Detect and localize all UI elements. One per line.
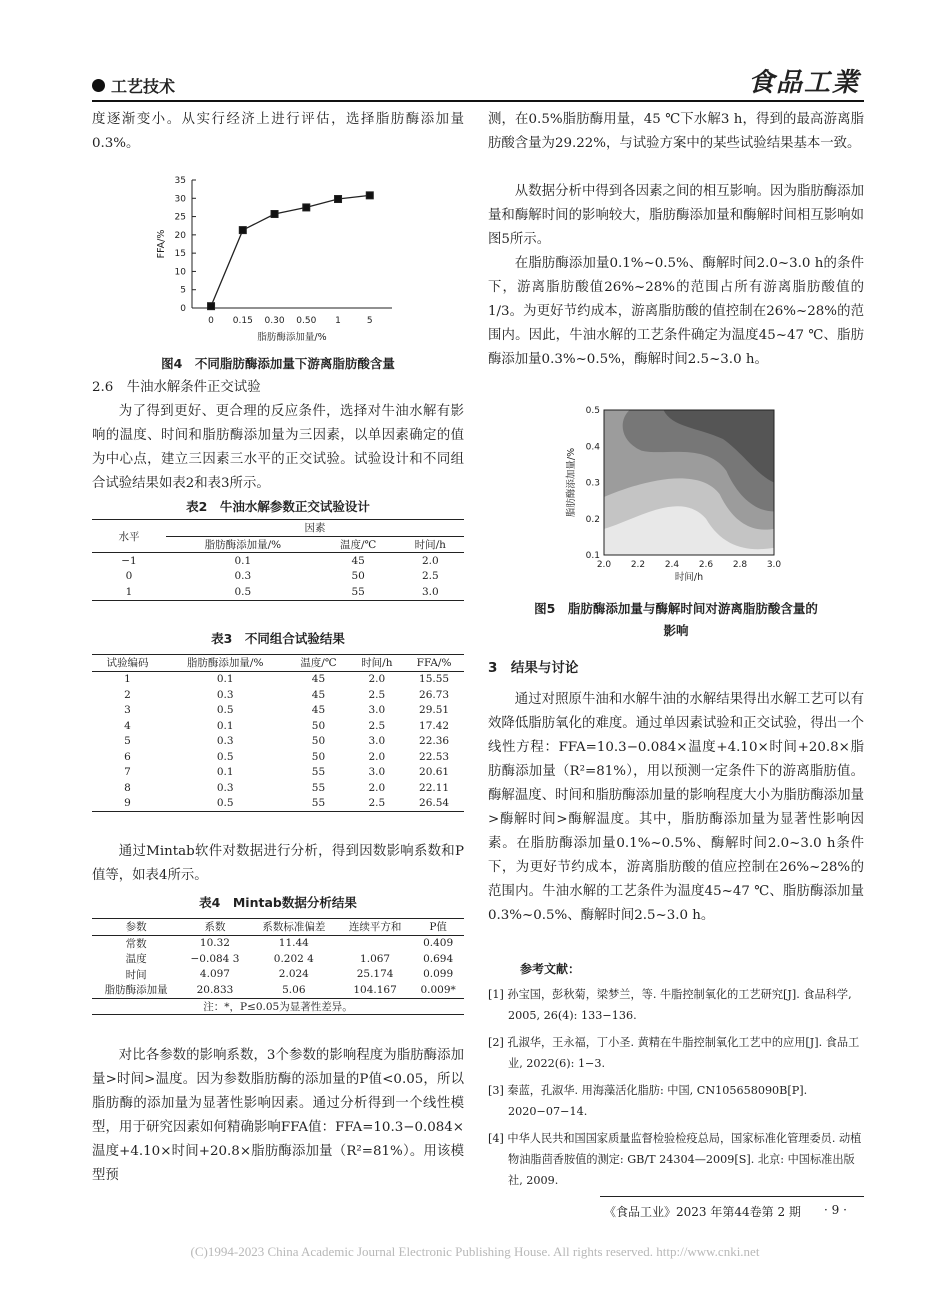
t3-header: 温度/℃	[300, 657, 337, 670]
table2	[92, 519, 464, 601]
table4-caption: 表4 Mintab数据分析结果	[199, 895, 357, 910]
t2-cell: 50	[351, 570, 365, 583]
y-tick-label: 0.3	[585, 478, 600, 489]
t3-cell: 2.5	[368, 719, 386, 732]
references	[488, 984, 864, 1197]
t4-header: 参数	[125, 921, 147, 934]
x-tick-label: 2.0	[596, 560, 612, 570]
data-point	[335, 196, 342, 203]
t2-cell: 0	[125, 570, 133, 583]
data-point	[208, 303, 215, 310]
t3-cell: 0.3	[216, 735, 234, 748]
page-number: · 9 ·	[824, 1203, 847, 1217]
y-tick-label: 15	[174, 249, 186, 260]
ref-item: [1] 孙宝国，彭秋菊，梁梦兰，等. 牛脂控制氧化的工艺研究[J]. 食品科学, 2005, 26(4): 133−136.	[488, 988, 852, 1022]
t3-cell: 2.0	[368, 750, 386, 763]
x-tick-label: 0.30	[264, 316, 285, 326]
t3-cell: 50	[311, 735, 326, 748]
section-title: 工艺技术	[111, 77, 176, 96]
x-tick-label: 0.15	[232, 316, 253, 326]
x-axis-label: 时间/h	[674, 572, 704, 583]
table3-caption: 表3 不同组合试验结果	[211, 631, 345, 646]
t3-cell: 3.0	[368, 766, 386, 779]
t4-cell: 0.099	[423, 968, 454, 981]
t3-cell: 0.1	[216, 766, 234, 779]
t3-cell: 0.1	[216, 719, 234, 732]
t4-cell: 104.167	[353, 983, 397, 996]
t4-cell: 20.833	[196, 983, 234, 996]
t3-cell: 55	[311, 781, 326, 794]
y-tick-label: 20	[174, 230, 186, 241]
t3-cell: 4	[124, 719, 131, 732]
t4-cell: 25.174	[356, 968, 394, 981]
t4-cell: 1.067	[360, 952, 391, 965]
table-row	[92, 935, 464, 951]
section-3: 3 结果与讨论	[488, 660, 579, 676]
t4-cell: 温度	[125, 953, 147, 966]
t3-cell: 45	[311, 673, 326, 686]
t3-cell: 45	[311, 688, 326, 701]
y-tick-label: 0.1	[585, 551, 600, 561]
y-axis-label: FFA/%	[156, 229, 167, 259]
t4-cell: 5.06	[282, 983, 306, 996]
t3-cell: 0.5	[216, 750, 234, 763]
t2-sub: 温度/℃	[339, 538, 377, 551]
data-point	[239, 227, 246, 234]
y-tick-label: 35	[174, 176, 186, 186]
t4-cell: 常数	[125, 937, 147, 950]
t2-col-factor: 因素	[166, 520, 464, 537]
table-row	[92, 671, 464, 687]
t3-cell: 22.36	[419, 735, 450, 748]
x-tick-label: 3.0	[766, 560, 782, 570]
t4-cell: 时间	[125, 968, 147, 981]
y-tick-label: 30	[174, 194, 186, 205]
x-axis-label: 脂肪酶添加量/%	[257, 332, 327, 343]
t4-cell: −0.084 3	[190, 952, 240, 965]
t3-cell: 55	[311, 797, 326, 810]
t3-cell: 0.3	[216, 781, 234, 794]
x-tick-label: 2.2	[630, 560, 646, 570]
t3-cell: 2.0	[368, 673, 386, 686]
x-tick-label: 0	[208, 316, 214, 326]
x-tick-label: 1	[335, 316, 341, 326]
t3-cell: 26.73	[419, 688, 450, 701]
fig4-chart	[150, 170, 410, 350]
left-intro: 度逐渐变小。从实行经济上进行评估，选择脂肪酶添加量0.3%。	[92, 112, 464, 151]
y-tick-label: 10	[174, 267, 186, 278]
t3-cell: 8	[124, 781, 131, 794]
t2-cell: 55	[351, 585, 365, 598]
series-line	[211, 195, 370, 306]
para-mintab: 通过Mintab软件对数据进行分析，得到因数影响系数和P值等，如表4所示。	[92, 844, 464, 883]
t3-cell: 5	[124, 735, 131, 748]
t3-cell: 15.55	[419, 673, 450, 686]
t3-cell: 3.0	[368, 704, 386, 717]
journal-logo: 食品工業	[747, 68, 860, 98]
y-tick-label: 25	[174, 212, 186, 223]
table-row	[92, 749, 464, 765]
footer-rule	[600, 1196, 864, 1197]
bullet-icon	[92, 79, 105, 92]
t4-note: 注：*，P≤0.05为显著性差异。	[203, 1000, 353, 1013]
t3-cell: 2.5	[368, 797, 386, 810]
t3-cell: 0.5	[216, 704, 234, 717]
y-tick-label: 0.4	[585, 442, 600, 453]
table2-caption: 表2 牛油水解参数正交试验设计	[186, 499, 370, 514]
t3-cell: 7	[124, 766, 131, 779]
table3	[92, 654, 464, 812]
table-row	[92, 765, 464, 781]
section-header	[92, 74, 175, 97]
t3-cell: 1	[124, 673, 131, 686]
ref-item: [4] 中华人民共和国国家质量监督检验检疫总局，国家标准化管理委员. 动植物油脂茴香胺值的测定: GB/T 24304—2009[S]. 北京: 中国标准出版社, 2009.	[488, 1132, 862, 1187]
t2-cell: 45	[351, 554, 365, 567]
t3-cell: 29.51	[419, 704, 450, 717]
t3-header: 脂肪酶添加量/%	[186, 657, 264, 670]
t4-header: 系数	[204, 921, 226, 934]
header-rule	[92, 100, 864, 102]
data-point	[271, 211, 278, 218]
data-point	[366, 192, 373, 199]
table-row	[92, 687, 464, 703]
table-row	[92, 967, 464, 983]
t3-cell: 0.5	[216, 797, 234, 810]
copyright: (C)1994-2023 China Academic Journal Electronic Publishing House. All rights reserved. http://www.cnki.net	[190, 1244, 760, 1259]
t3-cell: 0.3	[216, 688, 234, 701]
data-point	[303, 204, 310, 211]
t3-cell: 45	[311, 704, 326, 717]
table-row	[92, 718, 464, 734]
t4-cell: 4.097	[199, 968, 230, 981]
t3-header: 试验编码	[106, 657, 149, 670]
t3-cell: 22.53	[419, 750, 450, 763]
t2-cell: 3.0	[421, 585, 439, 598]
refs-title: 参考文献：	[520, 962, 581, 976]
t3-cell: 2.0	[368, 781, 386, 794]
t4-cell: 脂肪酶添加量	[104, 984, 168, 997]
x-tick-label: 2.6	[698, 560, 714, 570]
table4	[92, 918, 464, 1015]
t4-cell: 0.009*	[420, 983, 456, 996]
t3-cell: 22.11	[419, 781, 450, 794]
t3-cell: 20.61	[419, 766, 450, 779]
fig5-caption-l1: 图5 脂肪酶添加量与酶解时间对游离脂肪酸含量的	[534, 601, 818, 616]
fig4-caption: 图4 不同脂肪酶添加量下游离脂肪酸含量	[161, 356, 395, 371]
y-tick-label: 0	[180, 304, 186, 314]
t3-header: 时间/h	[361, 657, 393, 670]
t4-cell: 2.024	[278, 968, 309, 981]
footer-journal: 《食品工业》2023 年第44卷第 2 期	[604, 1205, 801, 1219]
fig5-caption	[488, 598, 864, 642]
t3-cell: 3.0	[368, 735, 386, 748]
t3-cell: 55	[311, 766, 326, 779]
t4-header: 连续平方和	[348, 921, 402, 934]
t2-cell: 0.1	[234, 554, 252, 567]
t3-cell: 6	[124, 750, 131, 763]
t3-cell: 50	[311, 719, 326, 732]
t3-header: FFA/%	[416, 656, 452, 669]
para-2-6: 为了得到更好、更合理的反应条件，选择对牛油水解有影响的温度、时间和脂肪酶添加量为三因素，以单因素确定的值为中心点，建立三因素三水平的正交试验。试验设计和不同组合试验结果如表2和表3所示。	[92, 404, 464, 491]
right-cont: 测，在0.5%脂肪酶用量，45 ℃下水解3 h，得到的最高游离脂肪酸含量为29.22%，与试验方案中的某些试验结果基本一致。	[488, 112, 864, 151]
table-row	[92, 982, 464, 998]
y-tick-label: 0.2	[585, 514, 600, 525]
table-row	[92, 796, 464, 812]
t4-cell: 0.694	[423, 952, 454, 965]
y-axis-label: 脂肪酶添加量/%	[566, 447, 577, 518]
t2-cell: 0.3	[234, 570, 252, 583]
fig5-caption-l2: 影响	[663, 623, 689, 638]
ref-item: [3] 秦蓝，孔淑华. 用海藻活化脂肪: 中国, CN105658090B[P]. 2020−07−14.	[488, 1084, 808, 1118]
x-tick-label: 0.50	[296, 316, 317, 326]
t3-cell: 50	[311, 750, 326, 763]
t3-cell: 2.5	[368, 688, 386, 701]
t4-cell	[338, 935, 412, 951]
table-row	[92, 553, 464, 569]
x-tick-label: 2.8	[732, 560, 748, 570]
t2-cell: 2.0	[421, 554, 439, 567]
x-tick-label: 5	[366, 316, 373, 326]
t3-cell: 2	[124, 688, 131, 701]
table-row	[92, 951, 464, 967]
t3-cell: 26.54	[419, 797, 450, 810]
section-2-6: 2.6 牛油水解条件正交试验	[92, 380, 261, 395]
t4-cell: 0.409	[423, 937, 454, 950]
t2-cell: 0.5	[234, 585, 252, 598]
t4-cell: 10.32	[199, 937, 230, 950]
t3-cell: 3	[124, 704, 131, 717]
t3-cell: 17.42	[419, 719, 450, 732]
t3-cell: 0.1	[216, 673, 234, 686]
t2-cell: −1	[121, 554, 137, 567]
table-row	[92, 734, 464, 750]
t2-sub: 时间/h	[414, 538, 446, 551]
table-row	[92, 780, 464, 796]
y-tick-label: 0.5	[585, 406, 600, 416]
para-range: 在脂肪酶添加量0.1%~0.5%、酶解时间2.0~3.0 h的条件下，游离脂肪酸值26%~28%的范围占所有游离脂肪酸值的1/3。为更好节约成本，游离脂肪酸的值控制在26%~28%的范围内。因此，牛油水解的工艺条件确定为温度45~47 ℃、脂肪酶添加量0.3%~0.5%，酶解时间2.5~3.0 h。	[488, 256, 864, 367]
x-tick-label: 2.4	[664, 560, 680, 570]
ref-item: [2] 孔淑华，王永福，丁小圣. 黄精在牛脂控制氧化工艺中的应用[J]. 食品工业, 2022(6): 1−3.	[488, 1036, 860, 1070]
t4-header: 系数标准偏差	[262, 921, 326, 934]
t3-cell: 9	[124, 797, 131, 810]
table-row	[92, 584, 464, 600]
t2-sub: 脂肪酶添加量/%	[204, 538, 282, 551]
para-compare: 对比各参数的影响系数，3个参数的影响程度为脂肪酶添加量>时间>温度。因为参数脂肪酶的添加量的P值<0.05，所以脂肪酶的添加量为显著性影响因素。通过分析得到一个线性模型，用于研究因素如何精确影响FFA值：FFA=10.3−0.084×温度+4.10×时间+20.8×脂肪酶添加量（R²=81%）。用该模型预	[92, 1048, 464, 1183]
y-tick-label: 5	[180, 285, 186, 296]
table-row	[92, 703, 464, 719]
t4-cell: 0.202 4	[273, 952, 314, 965]
table-row	[92, 569, 464, 585]
t4-cell: 11.44	[278, 937, 309, 950]
t2-cell: 1	[125, 585, 133, 598]
para-result: 通过对照原牛油和水解牛油的水解结果得出水解工艺可以有效降低脂肪氧化的难度。通过单因素试验和正交试验，得出一个线性方程：FFA=10.3−0.084×温度+4.10×时间+20.8×脂肪酶添加量（R²=81%），用以预测一定条件下的游离脂肪值。酶解温度、时间和脂肪酶添加量的影响程度大小为脂肪酶添加量>酶解时间>酶解温度。其中，脂肪酶添加量为显著性影响因素。在脂肪酶添加量0.1%~0.5%、酶解时间2.0~3.0 h条件下，为更好节约成本，游离脂肪酸的值应控制在26%~28%的范围内。牛油水解的工艺条件为温度45~47 ℃、脂肪酶添加量0.3%~0.5%、酶解时间2.5~3.0 h。	[488, 692, 864, 923]
fig5-contour	[560, 398, 790, 590]
t4-header: P值	[429, 921, 447, 934]
para-interact: 从数据分析中得到各因素之间的相互影响。因为脂肪酶添加量和酶解时间的影响较大，脂肪酶添加量和酶解时间相互影响如图5所示。	[488, 184, 864, 247]
t2-cell: 2.5	[421, 570, 439, 583]
t2-col-level: 水平	[118, 530, 140, 543]
